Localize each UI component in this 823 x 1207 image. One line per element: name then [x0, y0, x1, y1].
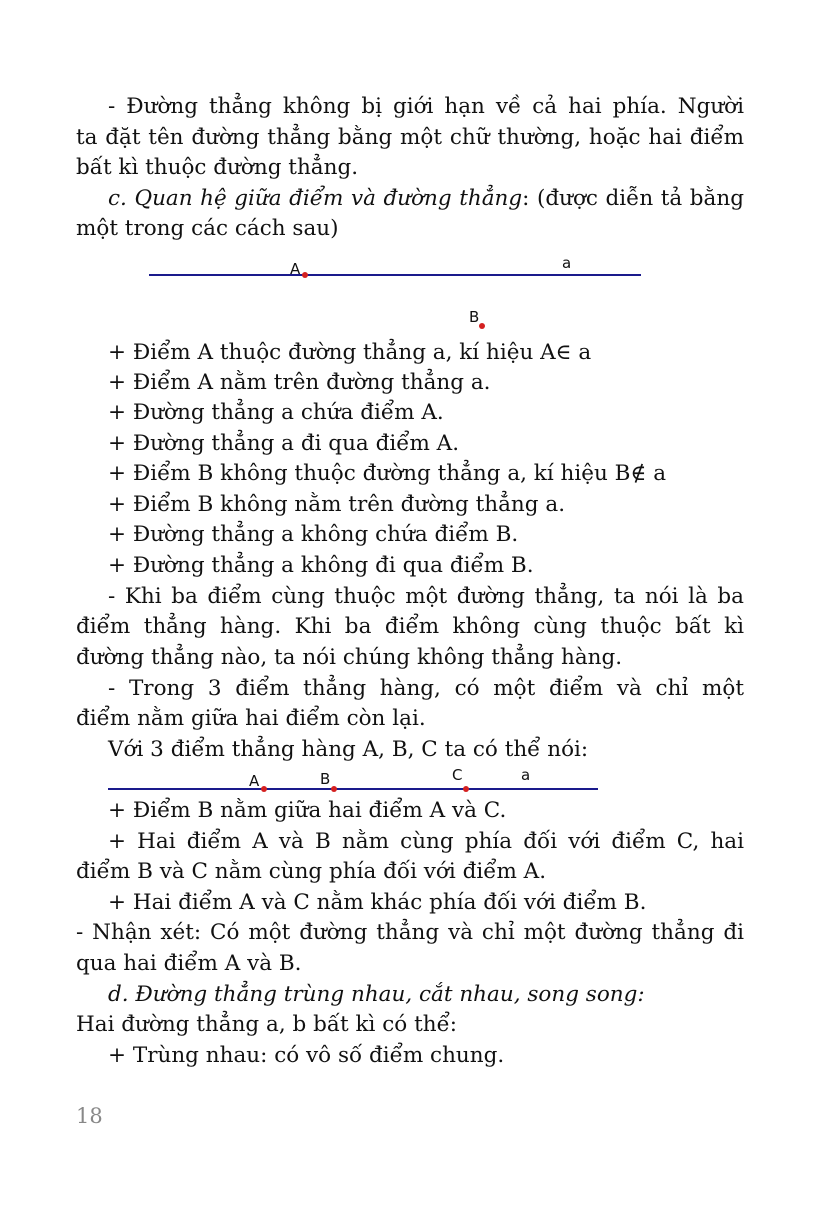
intro-collinear: Với 3 điểm thẳng hàng A, B, C ta có thể nói: [108, 737, 589, 762]
para2-line3: đường thẳng nào, ta nói chúng không thẳng hàng. [76, 645, 623, 670]
point-a-label-2: A [249, 772, 260, 790]
para2-line2: điểm thẳng hàng. Khi ba điểm không cùng thuộc bất kì [76, 614, 744, 639]
point-c-label-2: C [452, 766, 463, 784]
bullet1-item: + Đường thẳng a chứa điểm A. [108, 400, 444, 425]
section-c-heading: c. Quan hệ giữa điểm và đường thẳng [108, 186, 523, 211]
section-c-line2: một trong các cách sau) [76, 216, 339, 241]
section-c-heading-rest: : (được diễn tả bằng [522, 186, 744, 211]
bullet1-item: + Điểm A nằm trên đường thẳng a. [108, 370, 491, 395]
bullet2-item-2-line1: + Hai điểm A và B nằm cùng phía đối với điểm C, hai [108, 829, 744, 854]
bullet2-item-3: + Hai điểm A và C nằm khác phía đối với điểm B. [108, 890, 647, 915]
bullet1-item: + Điểm B không nằm trên đường thẳng a. [108, 492, 566, 517]
bullet1-item: + Đường thẳng a đi qua điểm A. [108, 431, 460, 456]
point-c-dot-2 [463, 786, 469, 792]
point-b-label: B [469, 308, 480, 326]
section-d-heading: d. Đường thẳng trùng nhau, cắt nhau, song song: [108, 982, 645, 1007]
para1-line3: bất kì thuộc đường thẳng. [76, 155, 359, 180]
line-a-label: a [562, 254, 572, 272]
bullet2-item-2-line2: điểm B và C nằm cùng phía đối với điểm A. [76, 859, 547, 884]
line-a-label-2: a [521, 766, 531, 784]
page-number: 18 [76, 1104, 103, 1128]
bullet2-item-1: + Điểm B nằm giữa hai điểm A và C. [108, 798, 507, 823]
section-d-line1: Hai đường thẳng a, b bất kì có thể: [76, 1012, 458, 1037]
remark-line1: - Nhận xét: Có một đường thẳng và chỉ một đường thẳng đi [76, 920, 744, 945]
bullet1-item: + Điểm B không thuộc đường thẳng a, kí hiệu B∉ a [108, 461, 667, 486]
point-b-dot-2 [331, 786, 337, 792]
remark-line2: qua hai điểm A và B. [76, 951, 302, 976]
para1-line1: - Đường thẳng không bị giới hạn về cả hai phía. Người [108, 94, 744, 119]
para2-line1: - Khi ba điểm cùng thuộc một đường thẳng, ta nói là ba [108, 584, 744, 609]
bullet1-item: + Điểm A thuộc đường thẳng a, kí hiệu A∈ a [108, 340, 592, 365]
point-a-dot-2 [261, 786, 267, 792]
para3-line1: - Trong 3 điểm thẳng hàng, có một điểm và chỉ một [108, 676, 744, 701]
bullet1-item: + Đường thẳng a không đi qua điểm B. [108, 553, 534, 578]
point-b-label-2: B [320, 770, 331, 788]
para3-line2: điểm nằm giữa hai điểm còn lại. [76, 706, 426, 731]
section-d-line2: + Trùng nhau: có vô số điểm chung. [108, 1043, 505, 1068]
para1-line2: ta đặt tên đường thẳng bằng một chữ thường, hoặc hai điểm [76, 125, 744, 150]
bullet1-item: + Đường thẳng a không chứa điểm B. [108, 522, 519, 547]
point-a-label: A [290, 260, 301, 278]
